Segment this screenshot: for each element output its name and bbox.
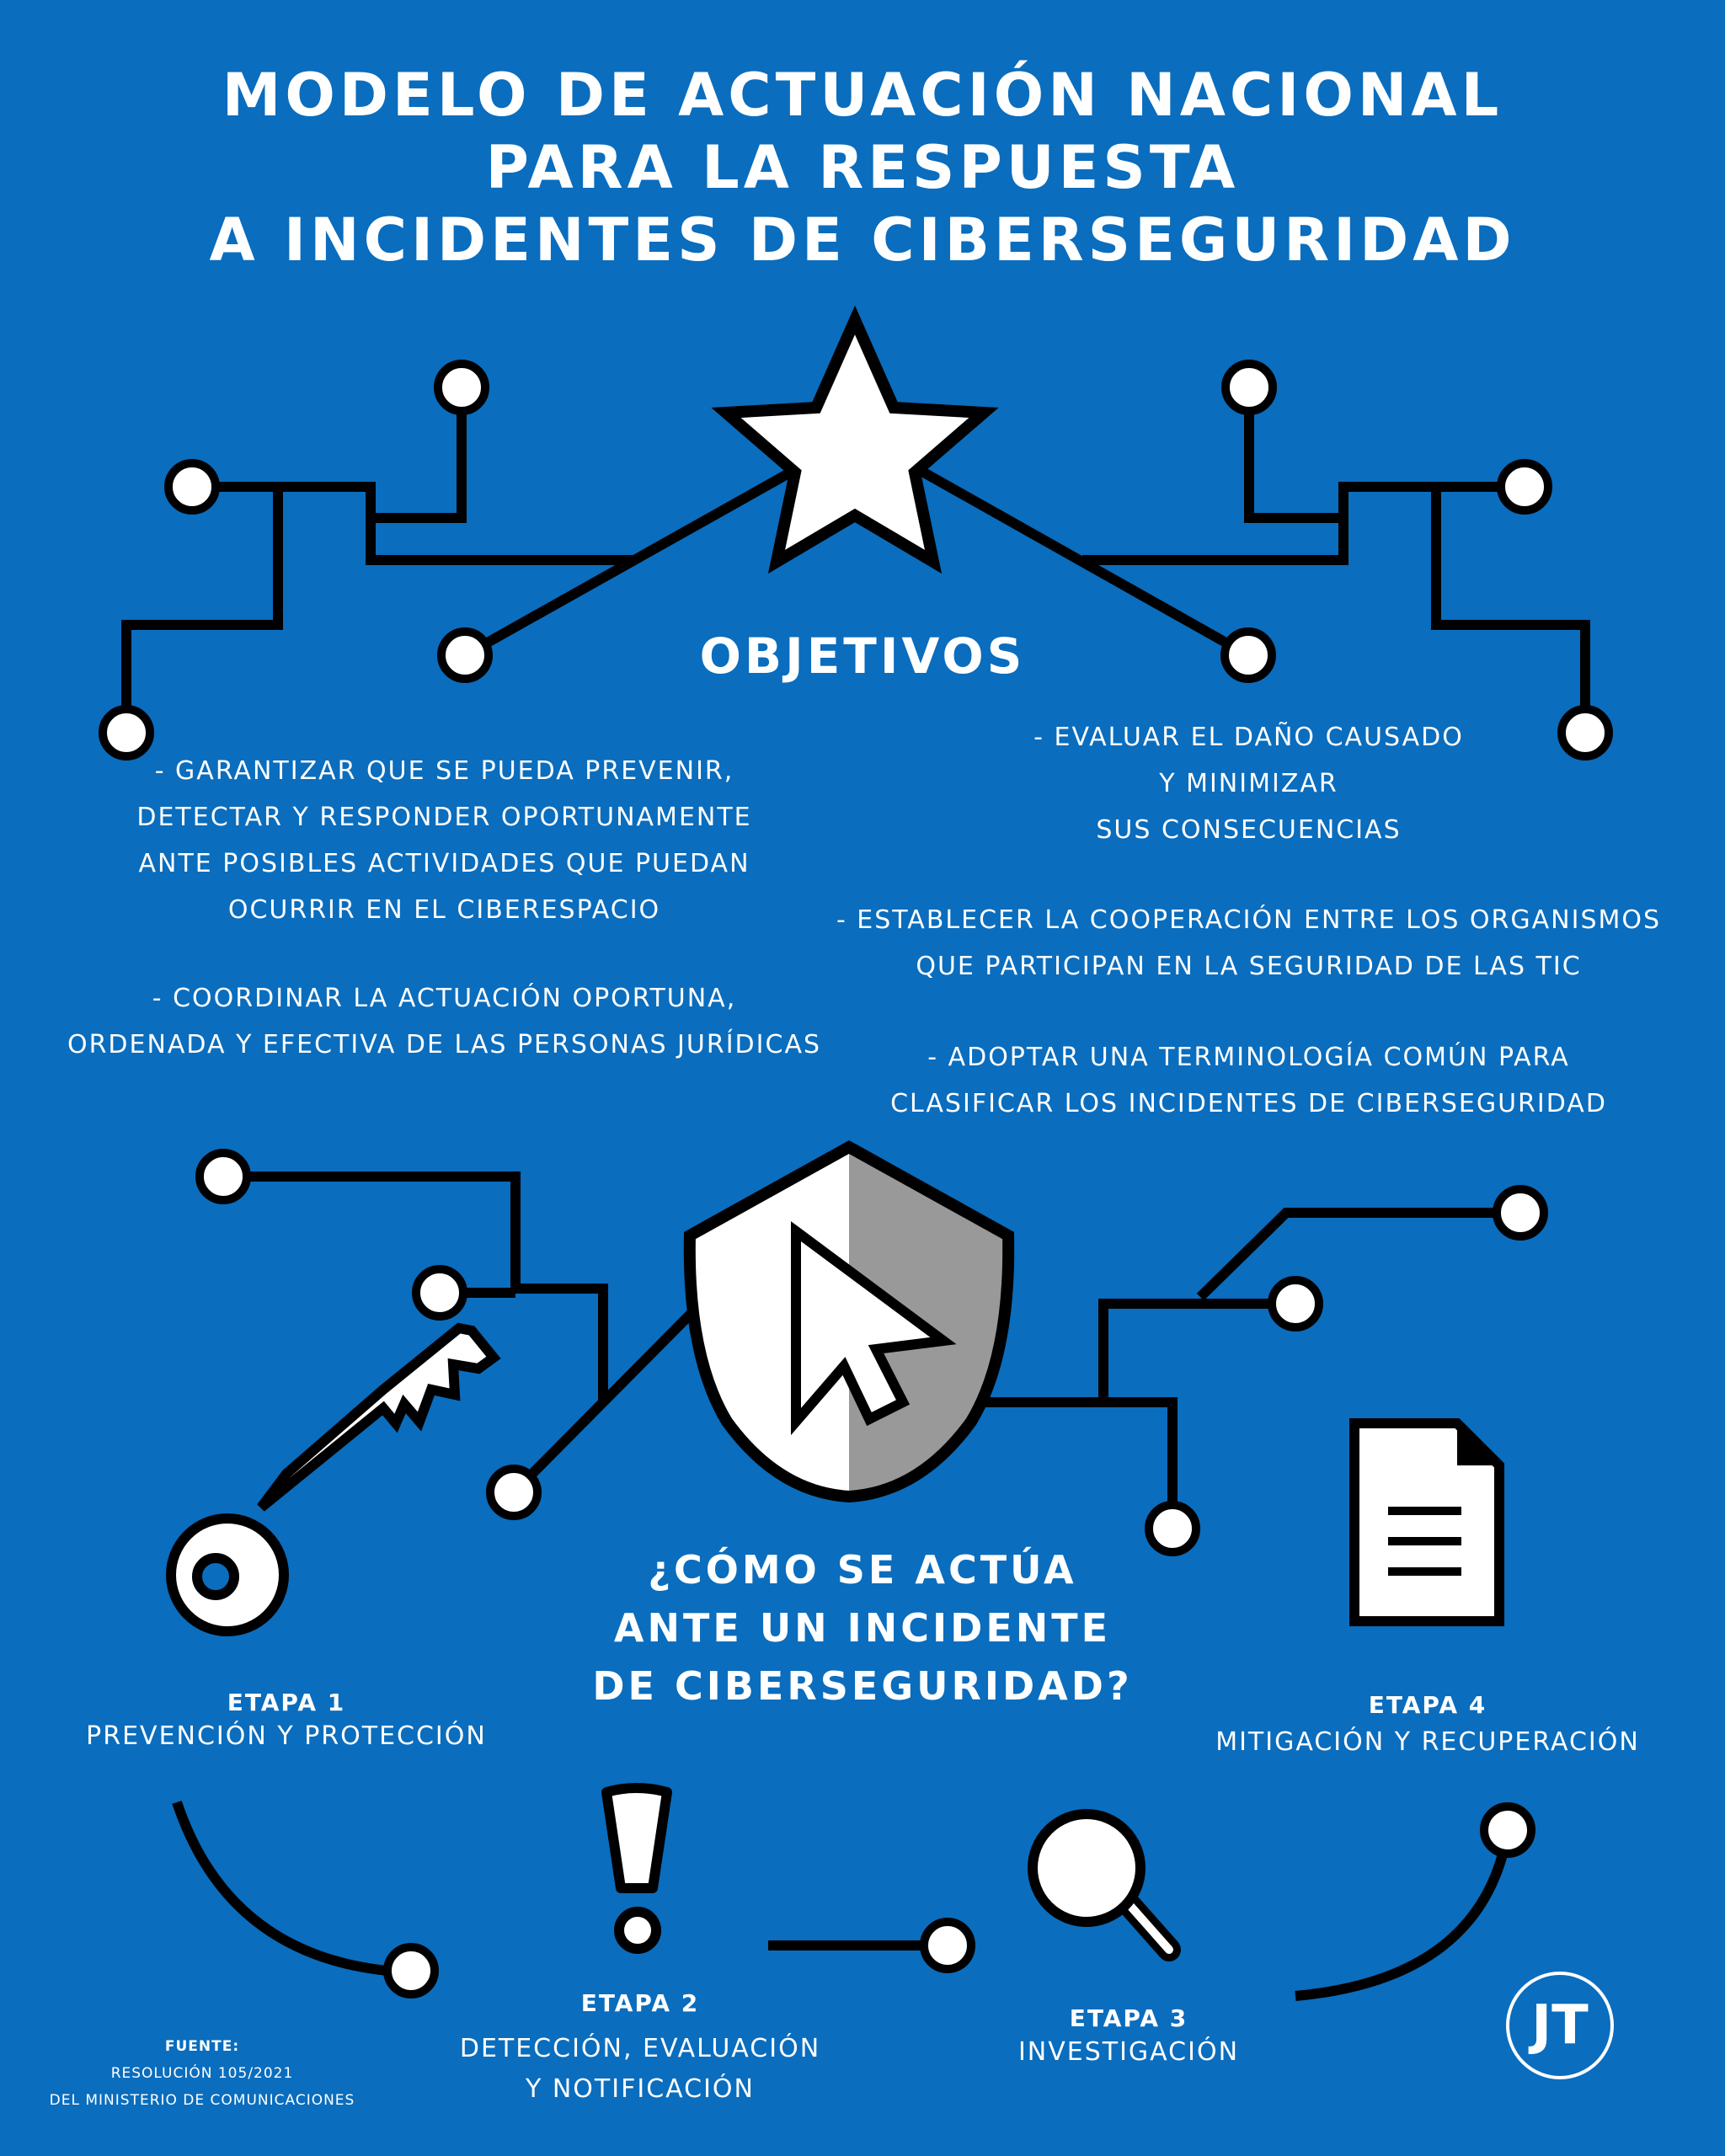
circuit-node bbox=[1484, 1806, 1531, 1854]
circuit-line bbox=[1200, 1213, 1520, 1297]
objective-line: - ADOPTAR UNA TERMINOLOGÍA COMÚN PARA bbox=[927, 1043, 1570, 1072]
circuit-node bbox=[438, 364, 485, 411]
stage-name-line: INVESTIGACIÓN bbox=[1017, 2037, 1240, 2067]
title-line: A INCIDENTES DE CIBERSEGURIDAD bbox=[209, 205, 1516, 275]
circuit-node bbox=[168, 463, 216, 510]
stage-name-line: MITIGACIÓN Y RECUPERACIÓN bbox=[1215, 1727, 1640, 1757]
stage-name bbox=[1175, 1722, 1680, 1763]
page-title bbox=[0, 59, 1725, 276]
objective-item bbox=[842, 714, 1655, 853]
circuit-node bbox=[416, 1269, 463, 1316]
objective-item bbox=[34, 975, 855, 1068]
stage-number: ETAPA 4 bbox=[1368, 1691, 1487, 1719]
stage-name bbox=[387, 2029, 893, 2110]
circuit-line bbox=[977, 1304, 1295, 1402]
circuit-node bbox=[1225, 632, 1272, 679]
process-arc bbox=[1295, 1832, 1508, 1996]
stage-2 bbox=[387, 1989, 893, 2110]
objective-line: - EVALUAR EL DAÑO CAUSADO bbox=[1033, 723, 1464, 752]
circuit-node bbox=[490, 1469, 537, 1516]
magnifier-icon bbox=[1033, 1814, 1169, 1950]
title-line: PARA LA RESPUESTA bbox=[485, 133, 1240, 202]
key-icon bbox=[171, 1328, 494, 1631]
question-line: ¿CÓMO SE ACTÚA bbox=[648, 1547, 1077, 1593]
objective-line: DETECTAR Y RESPONDER OPORTUNAMENTE bbox=[136, 803, 752, 832]
circuit-node bbox=[1226, 364, 1273, 411]
objective-line: CLASIFICAR LOS INCIDENTES DE CIBERSEGURIDAD bbox=[890, 1089, 1607, 1118]
title-line: MODELO DE ACTUACIÓN NACIONAL bbox=[222, 61, 1503, 130]
question-line: DE CIBERSEGURIDAD? bbox=[592, 1663, 1133, 1709]
question-line: ANTE UN INCIDENTE bbox=[613, 1605, 1112, 1651]
stage-name bbox=[876, 2032, 1381, 2073]
circuit-node bbox=[200, 1153, 247, 1200]
circuit-node bbox=[924, 1922, 971, 1969]
shield-icon bbox=[690, 1147, 1008, 1497]
source-label: FUENTE: bbox=[164, 2038, 240, 2055]
process-arc bbox=[177, 1802, 387, 1971]
circuit-node bbox=[441, 632, 489, 679]
objective-item bbox=[817, 897, 1680, 990]
objective-line: ANTE POSIBLES ACTIVIDADES QUE PUEDAN bbox=[138, 849, 750, 878]
circuit-line bbox=[1082, 487, 1525, 560]
stage-name-line: DETECCIÓN, EVALUACIÓN bbox=[459, 2034, 821, 2063]
circuit-line bbox=[192, 487, 636, 560]
source-note bbox=[34, 2033, 371, 2114]
stage-4 bbox=[1175, 1691, 1680, 1763]
circuit-line bbox=[126, 487, 278, 733]
objective-line: - COORDINAR LA ACTUACIÓN OPORTUNA, bbox=[152, 984, 737, 1013]
source-line: RESOLUCIÓN 105/2021 bbox=[110, 2065, 294, 2082]
objective-line: Y MINIMIZAR bbox=[1159, 769, 1338, 798]
stage-3 bbox=[876, 2004, 1381, 2073]
stage-name bbox=[34, 1716, 539, 1757]
objective-line: QUE PARTICIPAN EN LA SEGURIDAD DE LAS TIC bbox=[916, 952, 1582, 981]
circuit-node bbox=[1272, 1280, 1319, 1327]
objective-line: SUS CONSECUENCIAS bbox=[1096, 815, 1402, 845]
circuit-node bbox=[1497, 1189, 1544, 1236]
circuit-node bbox=[1501, 463, 1548, 510]
objective-item bbox=[842, 1034, 1655, 1127]
process-question bbox=[526, 1541, 1199, 1716]
stage-number: ETAPA 2 bbox=[580, 1989, 700, 2017]
star-icon bbox=[726, 320, 984, 562]
objective-line: - GARANTIZAR QUE SE PUEDA PREVENIR, bbox=[154, 756, 734, 786]
stage-1 bbox=[34, 1689, 539, 1757]
source-line: DEL MINISTERIO DE COMUNICACIONES bbox=[49, 2092, 355, 2109]
circuit-node bbox=[387, 1947, 435, 1994]
objective-item bbox=[34, 748, 855, 933]
stage-name-line: Y NOTIFICACIÓN bbox=[526, 2074, 755, 2104]
document-icon bbox=[1354, 1423, 1499, 1621]
objective-line: OCURRIR EN EL CIBERESPACIO bbox=[227, 895, 661, 925]
stage-number: ETAPA 1 bbox=[227, 1689, 346, 1716]
exclamation-icon bbox=[606, 1788, 667, 1949]
objective-line: - ESTABLECER LA COOPERACIÓN ENTRE LOS ORGANISMOS bbox=[836, 905, 1662, 935]
logo: JT bbox=[1531, 1994, 1589, 2057]
objectives-heading: OBJETIVOS bbox=[699, 627, 1026, 685]
circuit-line bbox=[1436, 487, 1585, 733]
stage-name-line: PREVENCIÓN Y PROTECCIÓN bbox=[86, 1721, 487, 1751]
stage-number: ETAPA 3 bbox=[1069, 2004, 1188, 2032]
objective-line: ORDENADA Y EFECTIVA DE LAS PERSONAS JURÍDICAS bbox=[67, 1030, 822, 1059]
